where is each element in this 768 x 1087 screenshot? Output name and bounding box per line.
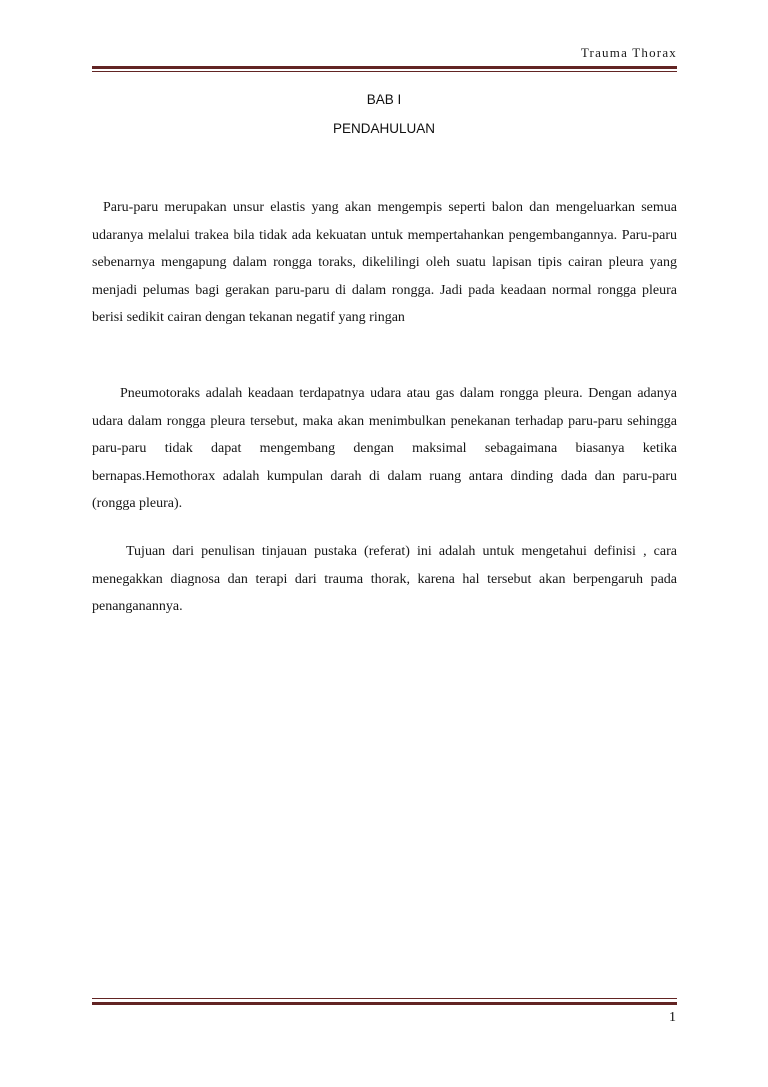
chapter-number: BAB I — [366, 92, 402, 107]
chapter-title: PENDAHULUAN — [332, 121, 436, 136]
footer-rule-thick — [92, 1002, 677, 1005]
paragraph-1-text: Paru-paru merupakan unsur elastis yang akan mengempis seperti balon dan mengeluarkan semua udaranya melalui trakea bila tidak ada kekuatan untuk mempertahankan pengembangannya. Paru-paru sebenarnya mengapung dalam rongga toraks, dikelilingi oleh suatu lapisan tipis cairan pleura yang menjadi pelumas bagi gerakan paru-paru di dalam rongga. Jadi pada keadaan normal rongga pleura berisi sedikit cairan dengan tekanan negatif yang ringan — [92, 200, 677, 325]
header-rule-thin — [92, 71, 677, 72]
page-number: 1 — [669, 1010, 676, 1025]
paragraph-1 — [92, 194, 677, 332]
paragraph-3 — [92, 538, 677, 621]
header-rule-thick — [92, 66, 677, 69]
paragraph-2-text: Pneumotoraks adalah keadaan terdapatnya udara atau gas dalam rongga pleura. Dengan adanya udara dalam rongga pleura tersebut, maka akan menimbulkan penekanan terhadap paru-paru sehingga paru-paru tidak dapat mengembang dengan maksimal sebagaimana biasanya ketika bernapas.Hemothorax adalah kumpulan darah di dalam ruang antara dinding dada dan paru-paru (rongga pleura). — [92, 386, 677, 511]
running-header: Trauma Thorax — [580, 45, 677, 60]
paragraph-2 — [92, 380, 677, 518]
paragraph-3-text: Tujuan dari penulisan tinjauan pustaka (referat) ini adalah untuk mengetahui definisi , cara menegakkan diagnosa dan terapi dari trauma thorak, karena hal tersebut akan berpengaruh pada penanganannya. — [92, 544, 677, 614]
footer-rule-thin — [92, 998, 677, 999]
